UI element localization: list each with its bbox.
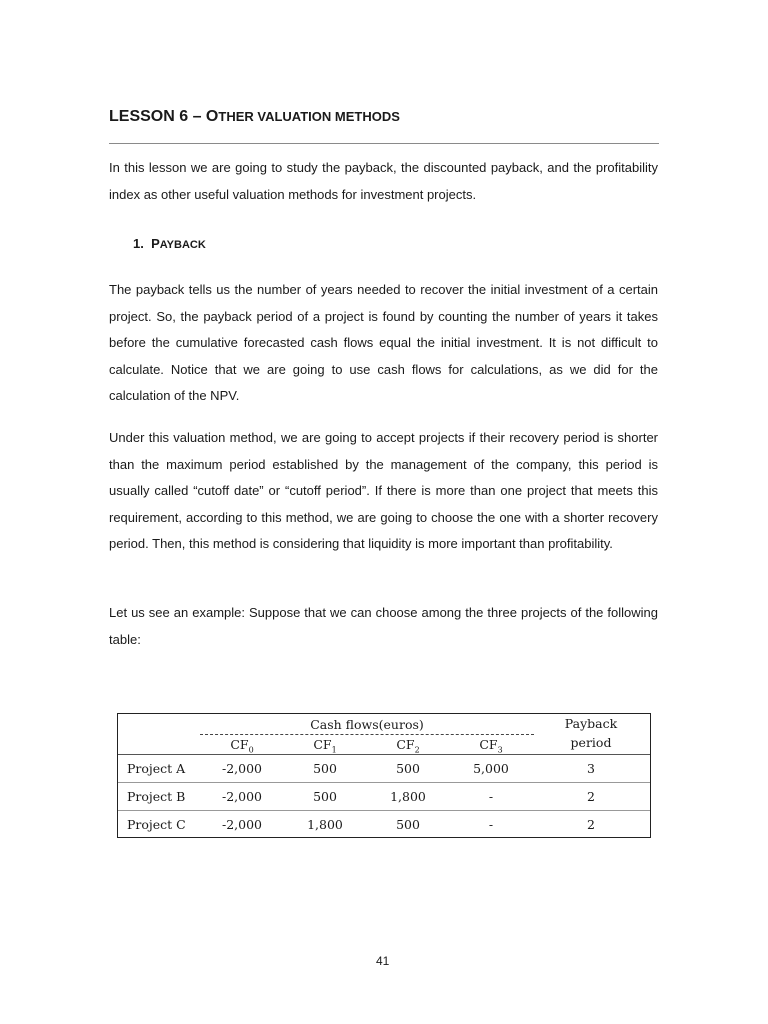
cell-a-cf2: 500 xyxy=(396,761,420,776)
row-label-project-c: Project C xyxy=(127,817,186,832)
cell-a-cf1: 500 xyxy=(313,761,337,776)
column-header-cf3: $CF_3$ xyxy=(479,737,503,755)
example-intro-paragraph: Let us see an example: Suppose that we can choose among the three projects of the following table: xyxy=(109,605,658,647)
payback-header-line2: period xyxy=(570,735,612,750)
cell-a-cf0: -2,000 xyxy=(221,761,263,776)
cell-c-payback: 2 xyxy=(587,817,595,832)
intro-paragraph: In this lesson we are going to study the payback, the discounted payback, and the profitability index as other useful valuation methods for investment projects. xyxy=(109,160,658,202)
cell-b-cf2: 1,800 xyxy=(390,789,426,804)
column-header-cf1: $CF_1$ xyxy=(313,737,337,755)
cell-c-cf3: - xyxy=(488,817,494,832)
cell-b-cf0: -2,000 xyxy=(221,789,263,804)
cell-c-cf2: 500 xyxy=(396,817,420,832)
cell-a-payback: 3 xyxy=(587,761,595,776)
lesson-title: LESSON 6 – OTHER VALUATION METHODS xyxy=(109,108,400,125)
page-number: 41 xyxy=(376,954,390,968)
valuation-method-paragraph: Under this valuation method, we are going to accept projects if their recovery period is shorter than the maximum period established by the management of the company, this period is usually called “cutoff date” or “cutoff period”. If there is more than one project that meets this requirement, according to this method, we are going to choose the one with a shorter recovery period. Then, this method is considering that liquidity is more important than profitability. xyxy=(109,430,658,551)
cell-c-cf1: 1,800 xyxy=(307,817,343,832)
cell-b-payback: 2 xyxy=(587,789,595,804)
title-divider xyxy=(109,143,659,144)
payback-header-line1: Payback xyxy=(564,716,618,731)
cell-b-cf1: 500 xyxy=(313,789,337,804)
column-header-cf0: $CF_0$ xyxy=(230,737,254,755)
row-label-project-b: Project B xyxy=(127,789,186,804)
column-header-cf2: $CF_2$ xyxy=(396,737,420,755)
header-divider xyxy=(118,754,650,755)
group-header-dashed-rule xyxy=(200,734,534,735)
cell-a-cf3: 5,000 xyxy=(473,761,509,776)
cell-c-cf0: -2,000 xyxy=(221,817,263,832)
row-label-project-a: Project A xyxy=(127,761,186,776)
row-divider xyxy=(118,782,650,783)
cash-flows-group-header: Cash flows(euros) xyxy=(310,717,424,732)
section-heading-payback: 1. PAYBACK xyxy=(133,236,206,251)
cell-b-cf3: - xyxy=(488,789,494,804)
payback-definition-paragraph: The payback tells us the number of years needed to recover the initial investment of a certain project. So, the payback period of a project is found by counting the number of years it takes before the cumulative forecasted cash flows equal the initial investment. It is not difficult to calculate. Notice that we are going to use cash flows for calculations, as we did for the calculation of the NPV. xyxy=(109,282,658,403)
row-divider xyxy=(118,810,650,811)
cash-flow-table xyxy=(117,713,651,838)
